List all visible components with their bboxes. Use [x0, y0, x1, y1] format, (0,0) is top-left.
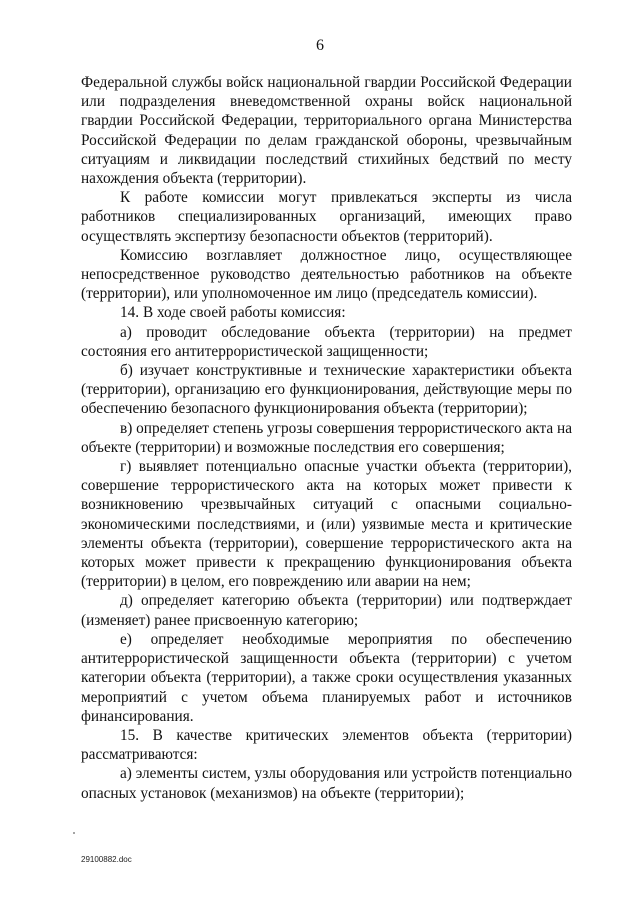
clause-14-heading: 14. В ходе своей работы комиссия:	[120, 304, 346, 322]
clause-15-heading: 15. В качестве критических элементов объекта (территории) рассматриваются:	[81, 726, 572, 764]
clause-14-item-a: а) проводит обследование объекта (территории) на предмет состояния его антитеррористической защищенности;	[81, 323, 572, 360]
clause-14-item-d: д) определяет категорию объекта (территории) или подтверждает (изменяет) ранее присвоенную категорию;	[81, 592, 572, 629]
clause-14-item-e: е) определяет необходимые мероприятия по обеспечению антитеррористической защищенности объекта (территории) с учетом категории объекта (территории), а также сроки осуществления указанных мероприятий с учетом объема планируемых работ и источников финансирования.	[81, 630, 572, 725]
paragraph-experts: К работе комиссии могут привлекаться эксперты из числа работников специализированных организаций, имеющих право осуществлять экспертизу безопасности объектов (территорий).	[81, 189, 572, 245]
paragraph-continuation: Федеральной службы войск национальной гвардии Российской Федерации или подразделения вневедомственной охраны войск национальной гвардии Российской Федерации, территориального органа Министерства Российской Федерации по делам гражданской обороны, чрезвычайным ситуациям и ликвидации последствий стихийных бедствий по месту нахождения объекта (территории).	[81, 74, 572, 188]
clause-14-item-v: в) определяет степень угрозы совершения террористического акта на объекте (территории) и возможные последствия его совершения;	[81, 419, 572, 456]
paragraph-commission-head: Комиссию возглавляет должностное лицо, осуществляющее непосредственное руководство деятельностью работников на объекте (территории), или уполномоченное им лицо (председатель комиссии).	[81, 246, 572, 303]
scan-artifact	[73, 832, 75, 834]
footer-doc-code: 29100882.doc	[81, 855, 132, 864]
page-number: 6	[316, 37, 324, 54]
clause-14-item-b: б) изучает конструктивные и технические характеристики объекта (территории), организацию его функционирования, действующие меры по обеспечению безопасного функционирования объекта (территории);	[81, 362, 572, 418]
clause-15-item-a: а) элементы систем, узлы оборудования или устройств потенциально опасных установок (механизмов) на объекте (территории);	[81, 765, 572, 802]
document-body	[81, 73, 572, 803]
clause-14-item-g: г) выявляет потенциально опасные участки объекта (территории), совершение террористического акта на которых может привести к возникновению чрезвычайных ситуаций с опасными социально-экономическими последствиями, и (или) уязвимые места и критические элементы объекта (территории), совершение террористического акта на которых может привести к прекращению функционирования объекта (территории) в целом, его повреждению или аварии на нем;	[81, 458, 572, 591]
